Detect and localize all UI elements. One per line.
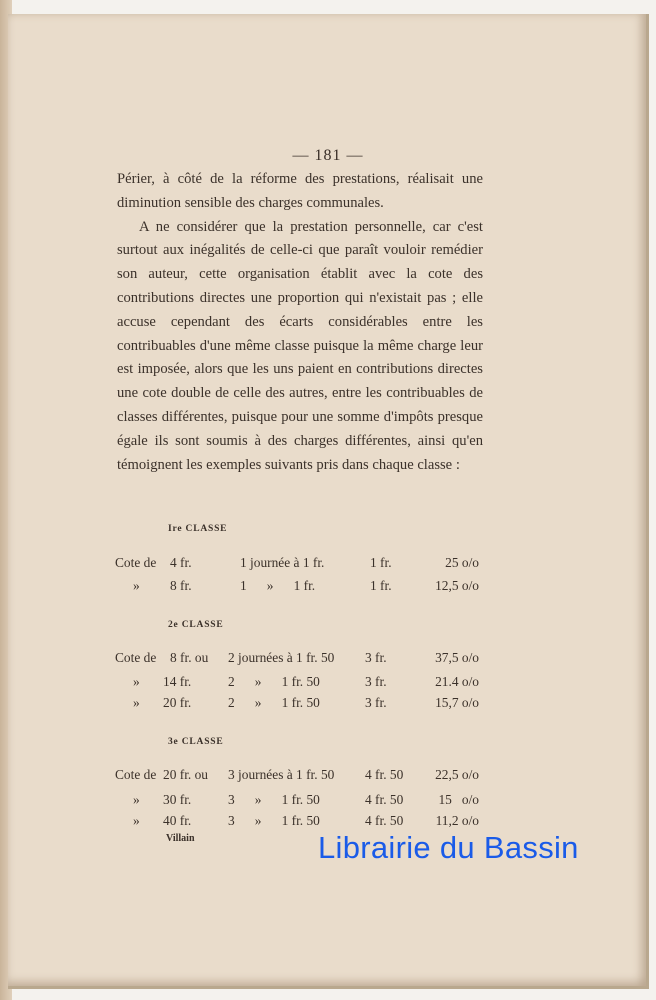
cell: 15,7 o/o xyxy=(435,695,479,710)
cell: » xyxy=(133,813,140,828)
paragraph: A ne considérer que la prestation personnelle, car c'est surtout aux inégalités de celle-ci que paraît vouloir remédier son auteur, cette organisation établit avec la cote des contributions directes une proportion qui n'existait pas ; elle accuse cependant des écarts considérables entre les contribuables d'une même classe puisque la même charge leur est imposée, alors que les uns paient en contributions directes une cote double de celle des autres, entre les contribuables de classes différentes, puisque pour une somme d'impôts presque égale ils sont soumis à des charges différentes, ainsi qu'en témoignent les exemples suivants pris dans chaque classe : xyxy=(117,218,483,473)
cell: 12,5 o/o xyxy=(435,578,479,593)
cell: 1 fr. xyxy=(370,555,392,570)
table-row xyxy=(115,695,485,715)
cell: 21.4 o/o xyxy=(435,674,479,689)
cell: 3 fr. xyxy=(365,674,387,689)
cell: 3 journées à 1 fr. 50 xyxy=(228,767,335,782)
cell: 30 fr. xyxy=(163,792,192,807)
cell: 8 fr. xyxy=(170,578,192,593)
cell: » xyxy=(133,792,140,807)
table-row xyxy=(115,578,485,598)
cell: 3 » 1 fr. 50 xyxy=(228,813,320,828)
cell: 2 » 1 fr. 50 xyxy=(228,674,320,689)
cell: 15 o/o xyxy=(438,792,479,807)
class-heading: 2e CLASSE xyxy=(168,620,224,630)
cell: Cote de xyxy=(115,650,157,665)
table-row xyxy=(115,650,485,670)
cell: 1 » 1 fr. xyxy=(240,578,316,593)
cell: 3 » 1 fr. 50 xyxy=(228,792,320,807)
page-number: — 181 — xyxy=(292,147,364,164)
table-row xyxy=(115,555,485,575)
class-heading: Ire CLASSE xyxy=(168,524,228,534)
class-heading: 3e CLASSE xyxy=(168,737,224,747)
cell: 20 fr. xyxy=(163,695,192,710)
paragraph: Périer, à côté de la réforme des prestations, réalisait une diminution sensible des charges communales. xyxy=(117,171,483,211)
cell: 11,2 o/o xyxy=(435,813,479,828)
cell: 20 fr. ou xyxy=(163,767,209,782)
cell: 37,5 o/o xyxy=(435,650,479,665)
table-row xyxy=(115,767,485,787)
cell: » xyxy=(133,578,140,593)
cell: 2 » 1 fr. 50 xyxy=(228,695,320,710)
watermark: Librairie du Bassin xyxy=(318,830,579,865)
cell: 22,5 o/o xyxy=(435,767,479,782)
printer-signature: Villain xyxy=(166,833,195,844)
cell: 40 fr. xyxy=(163,813,192,828)
cell: 4 fr. 50 xyxy=(365,813,404,828)
cell: 3 fr. xyxy=(365,695,387,710)
cell: 4 fr. 50 xyxy=(365,767,404,782)
cell: 14 fr. xyxy=(163,674,192,689)
table-row xyxy=(115,674,485,694)
cell: » xyxy=(133,695,140,710)
cell: 1 journée à 1 fr. xyxy=(240,555,325,570)
cell: Cote de xyxy=(115,555,157,570)
body-text xyxy=(117,168,483,477)
cell: 8 fr. ou xyxy=(170,650,209,665)
table-row xyxy=(115,792,485,812)
cell: 4 fr. 50 xyxy=(365,792,404,807)
cell: 4 fr. xyxy=(170,555,192,570)
cell: 25 o/o xyxy=(445,555,479,570)
cell: 2 journées à 1 fr. 50 xyxy=(228,650,335,665)
cell: Cote de xyxy=(115,767,157,782)
cell: 3 fr. xyxy=(365,650,387,665)
cell: 1 fr. xyxy=(370,578,392,593)
cell: » xyxy=(133,674,140,689)
